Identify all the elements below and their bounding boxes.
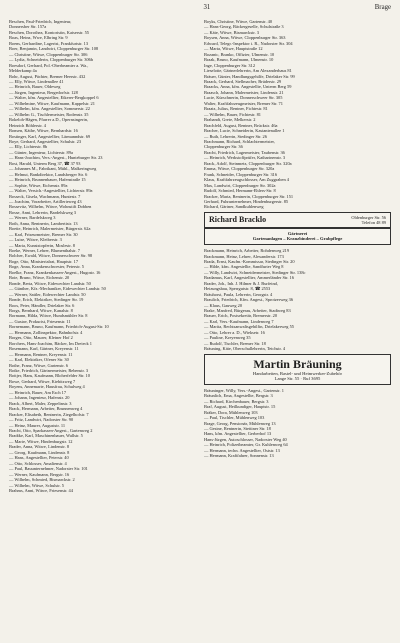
directory-entry: Boie, Bruno, Witwe, Eichenstr. 20	[9, 275, 70, 281]
directory-entry: Bonsen, Käthe, Witwe, Bernhardstr. 16	[9, 128, 78, 134]
directory-entry: — Helmut, Bankdirektor, Landsberger Str. 6	[9, 171, 88, 177]
directory-entry: Braatz, Julius, Rentner, Fichtestr. 81	[204, 106, 268, 112]
directory-entry: — Wilhelmine, Witwe, Kaufmann, Kappelstr. 21	[9, 100, 95, 106]
directory-entry: — Wilhelm, kfm. Angestellter, Sommerstr. 22	[9, 106, 90, 112]
directory-entry: Bormann, Hilda, Witwe, Hundsmühler Str. 8	[9, 313, 88, 319]
directory-entry: — Joachim, Vorarbeiter, Artillerieweg 43	[9, 198, 82, 204]
advert-bracklo-phone: Telefon 48 89	[361, 219, 386, 225]
directory-entry: — Gustav, Prokurist, Friesenstr. 11	[9, 318, 71, 324]
directory-entry: — Otto, Schlosser, Amalienstr. 4	[9, 460, 67, 466]
directory-entry: Brack, Albert, Maler, Zeppelinstr. 3	[9, 400, 72, 406]
directory-entry: Bolcher, Ewald, Witwe, Donnerschweer Str. 98	[9, 253, 93, 259]
directory-entry: Bowe, Gerhard, Witwe, Kiebitzweg 7	[9, 378, 76, 384]
directory-entry: — Karl, Vers.-Kaufmann, Lindenweg 7	[204, 318, 274, 324]
directory-entry: Brahms, Anni, Witwe, Friesenstr. 44	[9, 487, 73, 493]
directory-entry: — Johannes M., Fabrikant, Mühl., Malkeringweg	[9, 166, 97, 172]
directory-entry: Bokeloh-Hägen, Pfarrer a.D., Opernsingerin,	[9, 117, 89, 123]
directory-entry: — Werner, Kaufmann, Bergstr. 16	[9, 471, 70, 477]
directory-entry: — Heinrich, Bauer, Am Esch 17	[9, 389, 67, 395]
directory-entry: — Günther, Kfz.-Mechaniker, Eidewechter Landstr. 50	[9, 286, 106, 292]
directory-entry: Bottjer, Hans, Kaufmann, Bloherfelder Str. 10	[9, 373, 90, 379]
directory-entry: — Paul, Bauunternehmer, Nadorster Str. 101	[9, 466, 88, 472]
directory-entry: — Lydia, Schneiderin, Cloppenburger Str. 306b	[9, 57, 94, 63]
directory-entry: Braulich, Friedrich, Kfm. Angest., Sprotzerweg 36	[204, 297, 294, 303]
directory-entry: Rudolf, Schmied, Hermann-Ehlers-Str. 8	[204, 188, 276, 194]
directory-entry: Boysen, Anna, Witwe, Cloppenburger Str. 363	[204, 35, 286, 41]
directory-entry: Brauer, Erich, Postsekretär, Bremerstr. 20	[204, 313, 278, 319]
directory-entry: Bosseck, Gisela, Wachmann, Huntestr. 7	[9, 193, 81, 199]
page-header	[9, 4, 391, 16]
right-column-mid	[204, 248, 391, 352]
directory-entry: — Marita, Rechtsanwaltsgehilfin, Drielakerweg 55	[204, 324, 294, 330]
directory-entry: — Günter, Ingenieur, Lichterstr. 89a	[9, 149, 73, 155]
columns	[9, 19, 391, 493]
directory-entry: — Wilhelm G., Tischlermeister, Rodenstr. 35	[9, 111, 89, 117]
directory-entry: — Otto, Lehrer a. D., Wieksetr. 16	[204, 329, 265, 335]
directory-entry: Lieselotte, Gärtnerlehrerin, Am Alexanderhaus 81	[204, 68, 292, 74]
directory-entry: — Hermann, Kraftfahrer, Sonnenstr. 13	[204, 453, 274, 459]
directory-entry: Boye, Gerhard, Angestellter, Schulstr. 23	[9, 138, 82, 144]
directory-entry: Borges, Otto, Maurer, Kleiner Hof 2	[9, 335, 73, 341]
directory-entry: Lucie, Kürschnerin, Donnerschweer Str. 305	[204, 95, 283, 101]
directory-entry: Brachfeld, August, Rentner, Brückstr. 46a	[204, 122, 278, 128]
directory-entry: Borgs, Bernhard, Witwe, Kanalstr. 8	[9, 308, 73, 314]
directory-entry: Bradtke, Karl, Maschinenbauer, Wallstr. 5	[9, 433, 83, 439]
directory-entry: Bracker, Maria, Rentnerin, Cloppenburger Str. 151	[204, 193, 294, 199]
directory-entry: — Maria, Kunststopferin, Moslestr. 8	[9, 242, 75, 248]
directory-entry: Bozanic, Branko, Offizier, Ulmenstr. 10	[204, 51, 275, 57]
directory-entry: — Karl, Friseurmeister, Bremer Str. 30	[9, 231, 78, 237]
directory-entry: Donnersber Str. 157a	[9, 24, 47, 30]
directory-entry: Boesdorf, Gerhard, Pol.-Oberbeamter a. Wa.,	[9, 62, 89, 68]
directory-entry: Botke, Friedrich, Gärtnermeister, Rebenstr. 3	[9, 368, 89, 373]
directory-entry: — Klaus, Gauweg 20	[204, 302, 243, 308]
directory-entry: Bosemann, Karl, Gärtner, Kreyenstr. 11	[9, 346, 79, 352]
directory-entry: Bräker, Dora, Mühlenweg 103	[204, 409, 258, 415]
directory-entry: Bräuer, Günter, Handlungsgehilfe, Drielaker Str. 99	[204, 73, 295, 79]
directory-entry: — Hermann, Rentner, Kreyenstr. 11	[9, 351, 73, 357]
right-column-bottom	[204, 388, 391, 459]
directory-entry: — Hermann, Zollinspektor, Bahnhofstr. 4	[9, 329, 83, 335]
advert-braeuning	[204, 354, 391, 385]
directory-entry: — Elly, Witwe, Lindenallee 41	[9, 78, 64, 84]
directory-entry: Brackmann, Heinz, Lehrer, Alexanderstr. 173	[204, 253, 284, 259]
directory-entry: — Hans-Georg, Bäckergeselle, Schulstraße 3	[204, 24, 284, 30]
directory-entry: Bräuning, Käte, Oberschullehrerin, Teichstr. 4	[204, 346, 286, 352]
directory-entry: Boge, Anna, Krankenschwester, Peterstr. 5	[9, 264, 84, 270]
advert-bracklo	[204, 212, 391, 228]
directory-entry: Bossevitz, Wilhelm, Witwe, Wohnstift Dobben	[9, 204, 92, 210]
left-column	[9, 19, 196, 493]
directory-entry: Boer, Benjamin, Landwirt, Cloppenburger Str. 108	[9, 46, 99, 52]
advert-braeuning-line2: Lange Str. 55 · Ruf 3695	[274, 376, 321, 382]
directory-entry: — Walter, Versich.-Angestellter, Lichterstr. 89a	[9, 188, 93, 194]
advert-braeuning-name: Martin Bräuning	[253, 356, 342, 371]
advert-bracklo-name: Richard Bracklo	[209, 214, 267, 224]
directory-entry: — Johann, Ingenieur, Hafenstr. 20	[9, 395, 70, 401]
directory-entry: Bracht, Otto, Sparkassen-Angest., Gartenweg 2	[9, 427, 93, 433]
directory-entry: Braack, Gerhard, Stellmacher, Brüderstr. 29	[204, 78, 282, 84]
directory-entry: — Paul, Tischler, Mühlenweg 103	[204, 415, 265, 421]
directory-entry: — Elly, Lichterstr. 8b	[9, 144, 48, 150]
directory-entry: Hans-Jürgen, Autoschlosser, Nadorster Weg 40	[204, 436, 287, 442]
directory-entry: — Käte, Witwe, Bismarckstr. 3	[204, 29, 259, 35]
directory-entry: — Hermann, techn. Angestellter, Oststr. 13	[204, 447, 280, 453]
directory-entry: Melderkamp 4a	[9, 68, 37, 74]
directory-entry: Bost, Harald, Unterm Berg 37, ☎ 37 93	[9, 160, 81, 166]
directory-entry: — Heinrich, Polizeibeamter, Gr. Kuhlenweg 64	[204, 442, 288, 448]
directory-entry: Boetie, Heinrich, Malermeister, Bürgerstr. 62a	[9, 226, 91, 232]
directory-entry: Beschen, Paul-Friedrich, Ingenieur,	[9, 19, 72, 24]
directory-entry: Brada, Ernst, Kaufm.-Kommissar, Stedinger Str. 20	[204, 258, 295, 264]
directory-entry: Brack, Hermann, Arbeiter, Brunnenweg 4	[9, 406, 83, 412]
header-keyword: Brage	[374, 4, 391, 11]
directory-entry: — Pauline, Kreyenweg 35	[204, 335, 251, 341]
directory-entry: Heinrich Böhlerstr. 4	[9, 122, 46, 128]
directory-entry: — Rudolf, Tischler, Bremer Str. 18	[204, 340, 266, 346]
directory-entry: Emma, Witwe, Cloppenburger Str. 320a	[204, 166, 275, 172]
directory-entry: — Marie, Witwe, Hindenburgstr. 12	[9, 438, 73, 444]
directory-entry: Bracht, Friedrich, Lagermeister, Taubenstr. 36	[204, 149, 285, 155]
directory-entry: — Gesine, Rentnerin, Stettiner Str. 18	[204, 426, 271, 432]
directory-entry: — Hilde, kfm. Angestellte, Sandfurter Weg 8	[204, 264, 284, 270]
directory-entry: Boens, Gerhardine, Lagerist, Frankfurtstr. 13	[9, 40, 89, 46]
advert-braeuning-line1: Handarbeiten, Bastel- und Heimwerker-Zubehör	[252, 370, 343, 376]
directory-entry: — Karl, Elektriker, Ofener Str. 30	[9, 357, 69, 363]
directory-entry: Braasch, Johann, Malermeister, Lindenstr. 21	[204, 89, 284, 95]
directory-entry: Bostinger, Karl, Angestellter, Lärmanndstr. 69	[9, 133, 91, 139]
directory-entry: Brake, Manfred, Bürgerau, Arbeiter, Stadtweg 83	[204, 308, 291, 314]
directory-entry: Braak, Bruno, Kaufmann, Ulmenstr. 10	[204, 57, 274, 63]
directory-entry: — Georg, Kaufmann, Lindenstr. 8	[9, 449, 70, 455]
directory-entry: — Werner, Sattler, Eidewechter Landstr. 50	[9, 291, 86, 297]
directory-entry: Bonde, Berta, Witwe, Eidewechter Landstr. 50	[9, 280, 91, 286]
directory-entry: — Christine, Witwe, Cloppenburger Str. 306	[9, 51, 88, 57]
directory-entry: — Sophie, Witwe, Eichenstr. 89a	[9, 182, 68, 188]
advert-bracklo-address: Oldenburger Str. 56	[351, 214, 386, 220]
directory-entry: Bracker, Elisabeth, Rentnerin, Ziegelhofstr. 7	[9, 411, 89, 417]
directory-entry: Boyks, Christine, Witwe, Gartenstr. 40	[204, 19, 273, 24]
directory-entry: — Fritz, Landwirt, Nadorster Str. 90	[9, 417, 74, 423]
directory-entry: Boge, Otto, Ministerialrat, Hauptstr. 17	[9, 258, 79, 264]
directory-entry: Braacks, Anna, kfm. Angestellte, Unterm Berg 59	[204, 84, 292, 90]
directory-entry: — Willy, Landwirt, Schneidermeister, Stedinger Str. 138c	[204, 269, 306, 275]
directory-entry: Richard, Gärtner, Sandkuhlenweg	[204, 204, 264, 210]
directory-entry: Bräuhorst, Paula, Lehrerin, Georgstr. 4	[204, 291, 273, 297]
directory-entry: — Heinrich, Werkstoffprüfer, Katharinenstr. 3	[204, 155, 286, 161]
directory-entry: Hans, kfm. Angestellter, Gerberhof 13	[204, 431, 272, 437]
directory-entry: Bräunlich, Ema, Angestellte, Bergstr. 3	[204, 393, 273, 399]
directory-entry: Frank, Schneider, Cloppenburger Str. 316	[204, 171, 278, 177]
directory-entry: — Marta, Witwe, Hauptstraße 12	[204, 46, 263, 52]
directory-entry: — Walter, kfm. Angestellter, Eikerer-Bergkoppel 6	[9, 95, 99, 101]
directory-entry: — Jürgen, Ingenieur, Bergedorfstr. 128	[9, 89, 78, 95]
directory-entry: Bräuninger, Willy, Vers.-Angest., Gartenstr. 1	[204, 387, 284, 393]
directory-entry: Brage, Georg, Pensionär, Mühlenweg 13	[204, 420, 276, 426]
directory-entry: — Heinrich, Bauer, Oldeweg	[9, 84, 61, 90]
directory-entry: — Wilhelm, Witwe, Schulstr. 5	[9, 482, 64, 488]
right-column-top	[204, 19, 391, 210]
directory-entry: Boos, Peter, Händler, Drielaker Str. 6	[9, 302, 75, 308]
directory-entry: Klaus, Kraftfahrzeugschlosser, Am Zuggraben 4	[204, 177, 289, 183]
directory-entry: Brader, Joh., Inh. J. Hilmer & J. Burfeind,	[204, 280, 278, 286]
directory-entry: Brack, Adolf, Steinmetz, Cloppenburger Str. 320a	[204, 160, 292, 166]
directory-entry: Bornemann, Bruno, Kaufmann, Friedrich-August-Str. 10	[9, 324, 109, 330]
directory-entry: Walter, Kraftfahrzeugmeister, Bremer Str. 71	[204, 100, 283, 106]
directory-entry: Bothe, Franz, Witwe, Gartenstr. 6	[9, 362, 69, 368]
directory-entry: — Heinrich, Brunnenbauer, Hafenstraße 15	[9, 177, 86, 183]
directory-entry: Boyens, Annemarie, Hausfrau, Schulweg 4	[9, 384, 85, 390]
right-column	[204, 19, 391, 493]
directory-entry: Brader, Anna, Witwe, Lindenstr. 8	[9, 444, 70, 450]
directory-entry: Brabandt, Grete, Melkerstr. 2	[204, 117, 256, 123]
directory-entry: Borchers, Hans-Joachim, Bäcker, Im Dreieck 1	[9, 340, 92, 346]
directory-entry: Brackmann, Heinrich, Arbeiter, Rohdenweg 219	[204, 248, 290, 254]
directory-entry: Braf, August, Heilkundiger, Hauptstr. 15	[204, 404, 276, 410]
directory-entry: Max, Landwirt, Cloppenburger Str. 302a	[204, 182, 276, 188]
directory-entry: — Heinz, Maurer, Auguststr. 11	[9, 422, 66, 428]
directory-entry: Gerhard, Fuhrunternehmer, Hindenburgerstr. 85	[204, 198, 289, 204]
advert-bracklo-details	[204, 228, 391, 245]
directory-entry: — Werner, Bardelskweg 3	[9, 215, 56, 221]
directory-entry: — Wilhelm, Schmied, Bismarckstr. 2	[9, 477, 75, 483]
directory-entry: Bohr, August, Pächter, Bremer Heerstr. 432	[9, 73, 86, 79]
directory-entry: Inge, Cloppenburger Str. 312	[204, 62, 256, 68]
directory-entry: — Ruth, Lehrerin, Stedinger Str. 26	[204, 133, 267, 139]
directory-entry: — Hans-Joachim, Vers.-Angest., Hunteburger Str. 23	[9, 155, 103, 161]
advert-bracklo-trade: Gärtnerei	[287, 230, 308, 236]
directory-entry: — Hans, Angestellter, Peterstr. 40	[9, 455, 69, 461]
directory-entry: Cloppenburger Str. 36	[204, 144, 243, 150]
directory-entry: Bradamus, Karl, Angestellter, Ammerländer Str. 16	[204, 275, 294, 281]
advert-bracklo-slogan: Gartenanlagen – Kranzbinderei – Grabpflege	[252, 236, 343, 242]
directory-entry: Boas, Heinz, Wwe, Elbring Str. 9	[9, 35, 68, 41]
directory-entry: — Richard, Kirchenbauer, Bergstr. 3	[204, 398, 269, 404]
directory-entry: Both, Anna, Rentnerin, Lambertistr. 13	[9, 220, 78, 226]
directory-entry: Edward, Telegr.-Inspektor i. R., Nadorster Str. 304	[204, 40, 293, 46]
directory-entry: Boelke, Franz, Krankenkassen-Angest., Hugostr. 16	[9, 269, 101, 275]
directory-entry: Beschen, Dorothea, Kontoristin, Kaiserstr. 55	[9, 29, 89, 35]
directory-entry: Boeke, Werner, Lehrer, Blumenthalstr. 7	[9, 248, 80, 254]
page-number: 31	[203, 4, 211, 11]
directory-entry: Bonde, Erich, Elektriker, Stedinger Str. 19	[9, 297, 84, 303]
directory-entry: Brachmann, Richard, Schlachtermeister,	[204, 138, 275, 144]
directory-entry: — Wilhelm, Bauer, Fichtestr. 81	[204, 111, 262, 117]
directory-entry: Bracher, Lucie, Schneiderin, Kastanienallee 1	[204, 128, 285, 134]
directory-entry: — Luise, Witwe, Kleiberstr. 3	[9, 237, 62, 243]
directory-entry: Heizungsbau, Sperrgutstr. 8, ☎ 2553	[204, 286, 271, 292]
directory-entry: Bosse, Anni, Lehrerin, Bardelskweg 3	[9, 209, 76, 215]
